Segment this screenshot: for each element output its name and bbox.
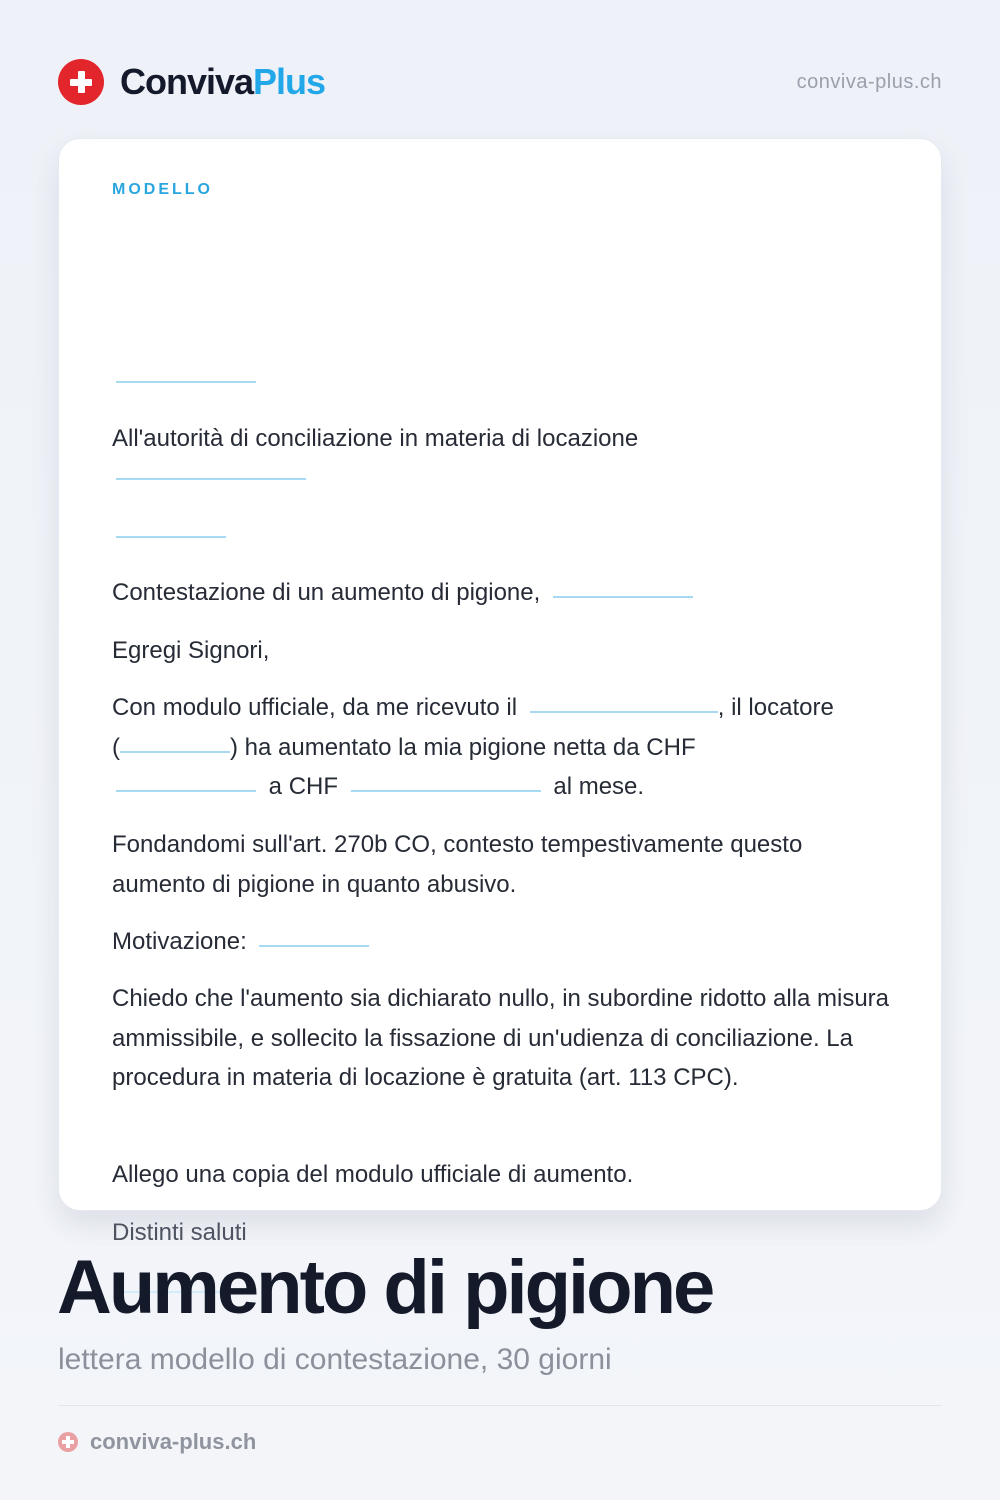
brand-name-plus: Plus [253, 61, 326, 102]
sender-blank [116, 381, 256, 383]
paragraph-legal-basis: Fondandomi sull'art. 270b CO, contesto tempestivamente questo aumento di pigione in quanto abusivo. [112, 831, 803, 898]
para1-text-c: ) ha aumentato la mia pigione netta da CHF [230, 733, 696, 761]
subject-blank [553, 596, 693, 598]
page-subtitle: lettera modello di contestazione, 30 giorni [58, 1343, 612, 1376]
closing: Distinti saluti [112, 1219, 247, 1246]
para1-text-b: , il locatore [717, 694, 834, 721]
para1-text-a: Con modulo ufficiale, da me ricevuto il [112, 694, 518, 721]
new-rent-blank [351, 790, 541, 792]
site-url-footer[interactable]: conviva-plus.ch [90, 1429, 257, 1454]
header [58, 58, 942, 106]
motivation-label: Motivazione: [112, 928, 247, 955]
address-blank [116, 478, 306, 480]
brand-name-conviva: Conviva [120, 61, 254, 102]
page-title: Aumento di pigione [57, 1245, 713, 1330]
site-url-header[interactable]: conviva-plus.ch [796, 71, 942, 93]
salutation: Egregi Signori, [112, 637, 270, 664]
paragraph-request: Chiedo che l'aumento sia dichiarato nullo, in subordine ridotto alla misura ammissibile, e sollecito la fissazione di un'udienza di conciliazione. La procedura in materia di locazione è gratuita (art. 113 CPC). [112, 985, 890, 1091]
date-blank [116, 536, 226, 538]
subject-line [112, 573, 902, 613]
swiss-cross-logo-icon [58, 59, 104, 105]
template-label: MODELLO [112, 181, 213, 198]
paragraph-attachment: Allego una copia del modulo ufficiale di aumento. [112, 1161, 634, 1188]
recipient-line: All'autorità di conciliazione in materia di locazione [112, 425, 639, 452]
subject-text: Contestazione di un aumento di pigione, [112, 579, 541, 606]
letter-card [58, 138, 942, 1246]
receipt-date-blank [530, 711, 718, 713]
para1-text-e: al mese. [553, 773, 645, 800]
landlord-blank [120, 751, 230, 753]
divider [58, 1405, 942, 1406]
para1-paren-open: ( [112, 733, 120, 761]
swiss-cross-footer-icon [58, 1432, 78, 1452]
motivation-blank [259, 945, 369, 947]
brand-logo[interactable] [120, 60, 325, 104]
paragraph-increase [112, 688, 902, 807]
para1-text-d: a CHF [268, 773, 339, 800]
old-rent-blank [116, 790, 256, 792]
motivation-line [112, 922, 902, 962]
